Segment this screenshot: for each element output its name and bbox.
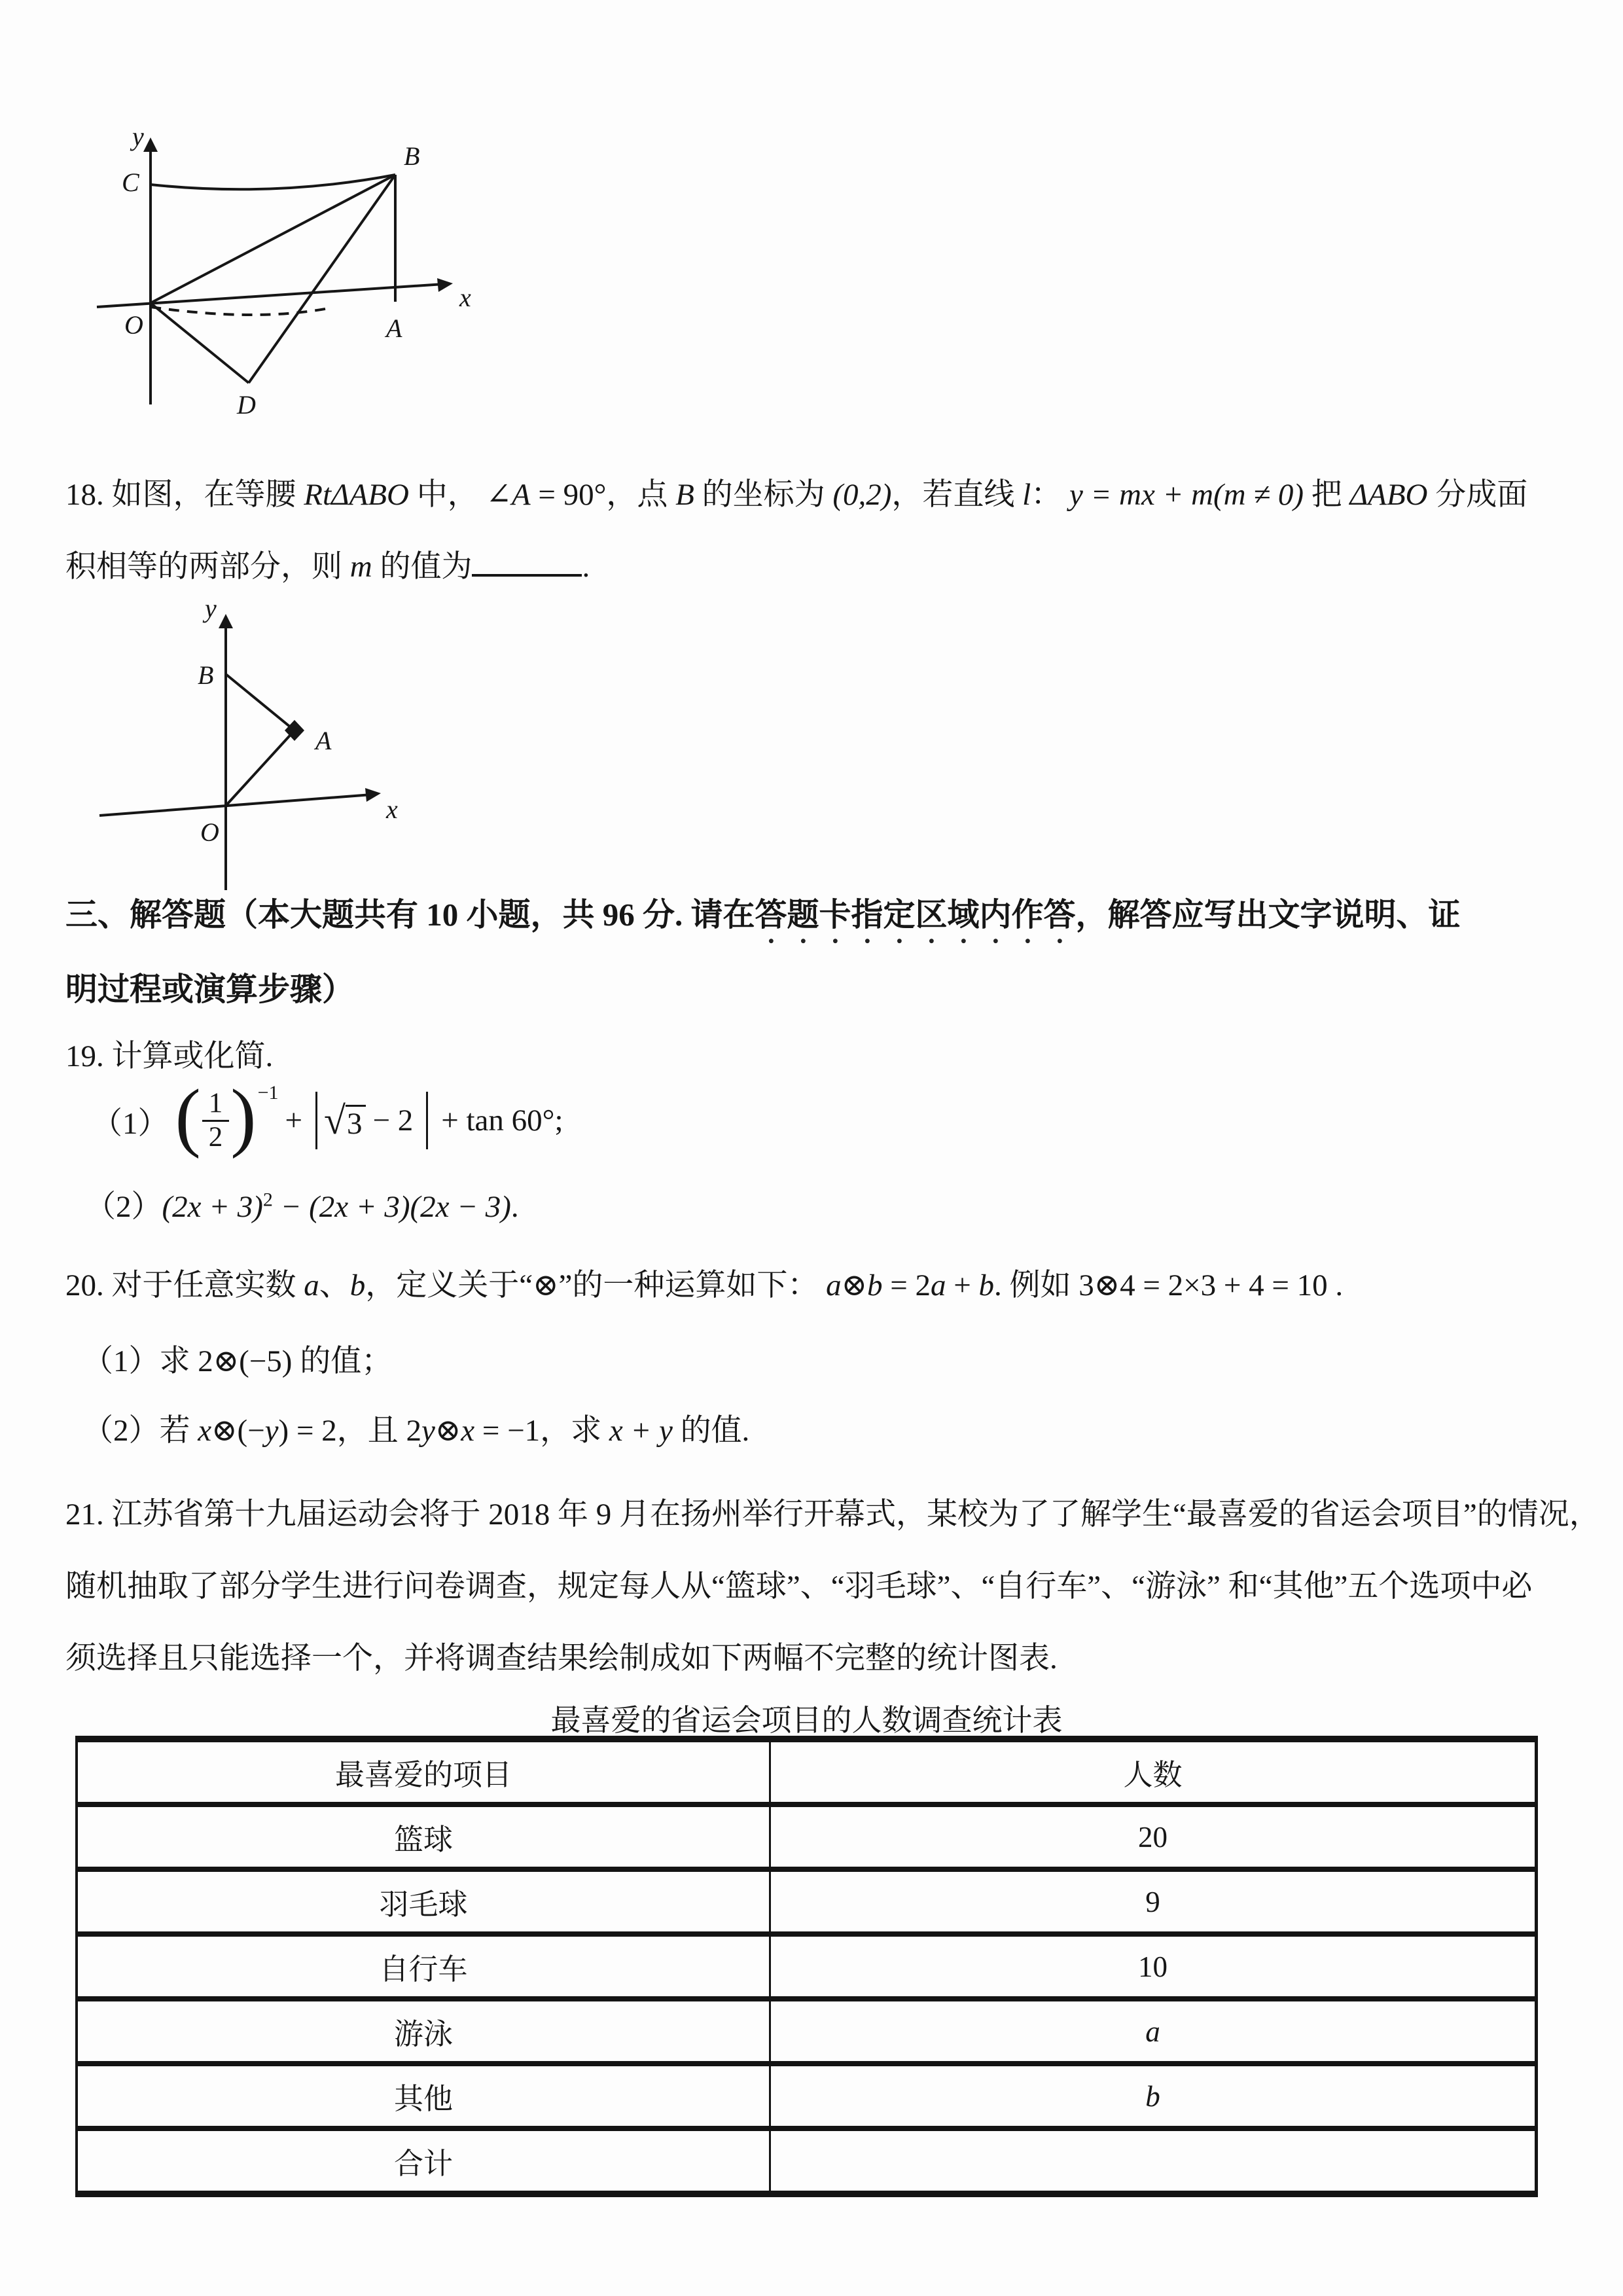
label-b: B [404,141,420,171]
segment-ba [226,674,294,730]
table-cell-count: b [770,2064,1536,2128]
table-row [77,2128,1537,2194]
table-cell-count: a [770,1999,1536,2064]
table-cell-count: 10 [770,1934,1536,1999]
table-cell-item: 游泳 [77,1999,770,2064]
question-20-line-1: 20. 对于任意实数 a、b，定义关于“⊗”的一种运算如下： a⊗b = 2a + b. 例如 3⊗4 = 2×3 + 4 = 10 . [65,1268,1344,1302]
label-x: x [459,283,471,312]
tan-term: + tan 60°; [441,1103,563,1138]
table-row [77,2064,1537,2128]
table-title: 最喜爱的省运会项目的人数调查统计表 [550,1704,1063,1737]
question-21-line-1: 21. 江苏省第十九届运动会将于 2018 年 9 月在扬州举行开幕式，某校为了了解学生“最喜爱的省运会项目”的情况， [65,1498,1600,1532]
section-3-heading-line-1: 三、解答题（本大题共有 10 小题，共 96 分. 请在答题卡指定区域内作答，解答应写出文字说明、证 [65,897,1461,933]
x-axis [99,795,372,816]
table-header-item: 最喜爱的项目 [77,1739,770,1804]
minus-two: − 2 [372,1103,414,1138]
segment-db [249,175,395,383]
table-cell-item: 其他 [77,2064,770,2128]
table-header-count: 人数 [770,1739,1536,1804]
part-label: （1） [92,1106,169,1141]
label-a: A [386,314,402,343]
question-20-part-2: （2）若 x⊗(−y) = 2，且 2y⊗x = −1，求 x + y 的值. [82,1414,750,1448]
x-axis [97,284,444,307]
label-o: O [200,817,219,847]
segment-ob [151,175,395,303]
abs-bar-right [426,1092,428,1149]
exponent: −1 [257,1082,279,1103]
figure-isosceles-right-triangle [72,586,438,893]
table-cell-item: 羽毛球 [77,1869,770,1934]
label-c: C [122,168,139,197]
y-axis-arrow-icon [143,137,158,152]
plus-sign: + [285,1103,303,1138]
section-3-heading-line-2: 明过程或演算步骤） [65,971,355,1007]
question-18-line-1: 18. 如图，在等腰 RtΔABO 中， ∠A = 90°，点 B 的坐标为 (0,2)，若直线 l： y = mx + m(m ≠ 0) 把 ΔABO 分成面 [65,478,1528,512]
table-cell-item: 自行车 [77,1934,770,1999]
table-header-row [77,1739,1537,1804]
question-19-part-2: $(2)(2x + 3)^2 - (2x + 3)(2x - 3)$. [85,1189,519,1224]
label-a: A [315,726,332,755]
radical-sqrt-3: √3 [324,1098,366,1143]
table-row [77,1999,1537,2064]
table-body [77,1739,1537,2194]
label-d: D [237,390,256,420]
x-axis-arrow-icon [365,788,381,802]
table-cell-count [770,2128,1536,2194]
question-21-line-3: 须选择且只能选择一个，并将调查结果绘制成如下两幅不完整的统计图表. [65,1641,1058,1676]
table-row [77,1934,1537,1999]
table-cell-item: 合计 [77,2128,770,2194]
label-y: y [132,122,144,151]
question-20-part-1: （1）求 2⊗(−5) 的值； [82,1344,393,1378]
segment-ao [226,730,294,806]
figure-coordinate-triangle-obcd [59,111,478,439]
x-axis-arrow-icon [437,278,453,292]
label-o: O [124,310,143,340]
question-21-line-2: 随机抽取了部分学生进行问卷调查，规定每人从“篮球”、“羽毛球”、“自行车”、“游泳” 和“其他”五个选项中必 [65,1570,1533,1604]
question-19-part-1-formula [85,1075,570,1166]
table-row [77,1869,1537,1934]
question-19-head: 19. 计算或化简. [65,1039,274,1073]
table-cell-item: 篮球 [77,1804,770,1869]
question-18-line-2: 积相等的两部分，则 m 的值为 . [65,550,590,584]
label-x: x [386,795,398,824]
segment-cb [151,175,395,189]
label-y: y [205,594,217,623]
y-axis-arrow-icon [219,614,233,628]
survey-statistics-table [75,1736,1538,2197]
label-b: B [198,660,214,690]
table-cell-count: 20 [770,1804,1536,1869]
left-paren: ( [175,1073,201,1159]
abs-bar-left [315,1092,317,1149]
table-cell-count: 9 [770,1869,1536,1934]
fraction-one-half: $\frac{1}{2}$ [202,1088,230,1153]
right-paren: ) [230,1073,257,1159]
table-row [77,1804,1537,1869]
